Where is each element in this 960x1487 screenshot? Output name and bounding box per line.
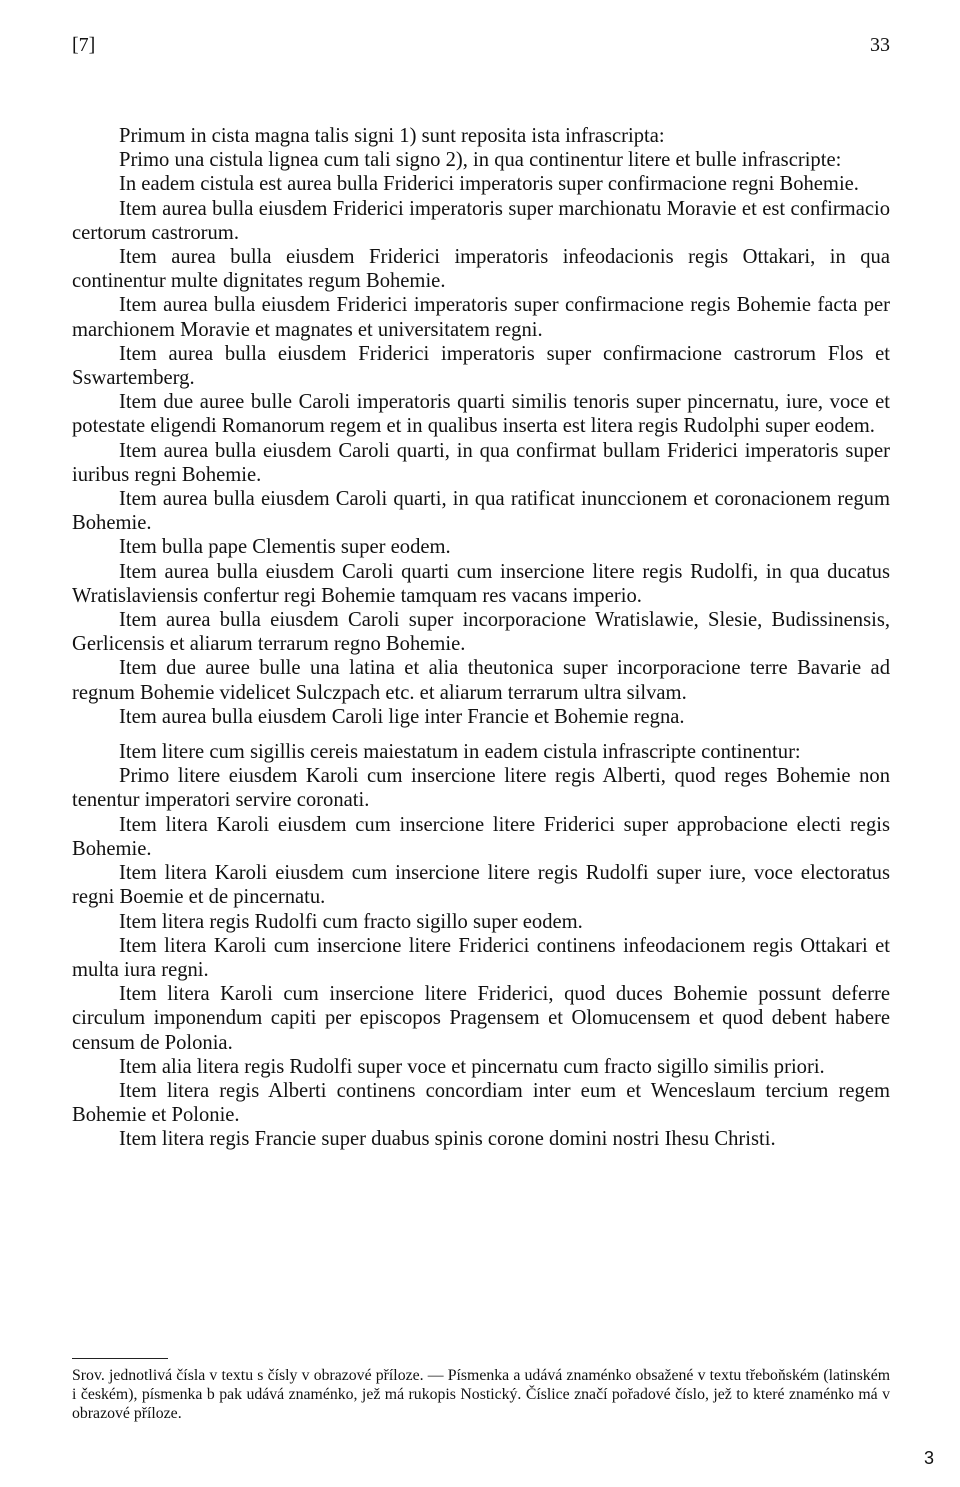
inventory-bullae — [72, 124, 890, 729]
document-page — [72, 34, 890, 1454]
section-marker: [7] — [72, 34, 96, 56]
paragraph: Item litera Karoli cum insercione litere Friderici continens infeodacionem regis Ottakari et multa iura regni. — [72, 934, 890, 981]
paragraph: Item due auree bulle Caroli imperatoris quarti similis tenoris super pincernatu, iure, voce et potestate eligendi Romanorum regem et in qualibus inserta est litera regis Rudolphi super eodem. — [72, 391, 890, 438]
paragraph: Item aurea bulla eiusdem Friderici imperatoris super confirmacione castrorum Flos et Sswartemberg. — [72, 342, 890, 390]
paragraph: Item aurea bulla eiusdem Friderici imperatoris super marchionatu Moravie et est confirmacio certorum castrorum. — [72, 197, 890, 244]
paragraph: Primo litere eiusdem Karoli cum insercione litere regis Alberti, quod reges Bohemie non tenentur imperatori servire coronati. — [72, 765, 890, 812]
running-header — [72, 34, 890, 64]
paragraph: Item aurea bulla eiusdem Caroli quarti, in qua confirmat bullam Friderici imperatoris super iuribus regni Bohemie. — [72, 439, 890, 486]
footnote-rule — [72, 1358, 168, 1359]
inventory-litere — [72, 740, 890, 1151]
paragraph: Item due auree bulle una latina et alia theutonica super incorporacione terre Bavarie ad regnum Bohemie videlicet Sulczpach etc. et aliarum terrarum ultra silvam. — [72, 657, 890, 704]
paragraph: Item aurea bulla eiusdem Caroli lige inter Francie et Bohemie regna. — [119, 705, 685, 728]
paragraph: Item aurea bulla eiusdem Caroli quarti cum insercione litere regis Rudolfi, in qua ducatus Wratislaviensis confertur regi Bohemie tamquam res vacans imperio. — [72, 560, 890, 607]
paragraph: Primum in cista magna talis signi 1) sunt reposita ista infrascripta: — [119, 125, 665, 147]
paragraph: Item litera regis Rudolfi cum fracto sigillo super eodem. — [119, 910, 583, 933]
paragraph: Item litera Karoli eiusdem cum insercione litere regis Rudolfi super iure, voce electoratus regni Boemie et de pincernatu. — [72, 862, 890, 909]
footnote: Srov. jednotlivá čísla v textu s čísly v obrazové příloze. — Písmenka a udává znaménko obsažené v textu třeboňském (latinském i českém), písmenka b pak udává znaménko, jež má rukopis Nostický. Číslice značí pořadové číslo, jež to které znaménko má v obrazové příloze. — [72, 1367, 890, 1423]
paragraph: Item alia litera regis Rudolfi super voce et pincernatu cum fracto sigillo similis priori. — [119, 1055, 825, 1078]
signature-number: 3 — [923, 1448, 934, 1468]
paragraph: Item litera Karoli cum insercione litere Friderici, quod duces Bohemie possunt deferre circulum imponendum capiti per episcopos Pragensem et Olomucensem et quod debent habere censum de Polonia. — [72, 983, 890, 1054]
paragraph: Item aurea bulla eiusdem Caroli quarti, in qua ratificat inunccionem et coronacionem regum Bohemie. — [72, 488, 890, 535]
page-number: 33 — [870, 34, 890, 56]
paragraph: Item litera regis Alberti continens concordiam inter eum et Wenceslaum tercium regem Bohemie et Polonie. — [72, 1079, 890, 1127]
paragraph: Item aurea bulla eiusdem Friderici imperatoris super confirmacione regis Bohemie facta per marchionem Moravie et magnates et universitatem regni. — [72, 294, 890, 341]
paragraph: Item litera regis Francie super duabus spinis corone domini nostri Ihesu Christi. — [119, 1128, 776, 1151]
paragraph: Item aurea bulla eiusdem Caroli super incorporacione Wratislawie, Slesie, Budissinensis, Gerlicensis et aliarum terrarum regno Bohemie. — [72, 609, 890, 656]
paragraph: Item aurea bulla eiusdem Friderici imperatoris infeodacionis regis Ottakari, in qua continentur multe dignitates regum Bohemie. — [72, 246, 890, 293]
paragraph: Item litere cum sigillis cereis maiestatum in eadem cistula infrascripte continentur: — [119, 741, 801, 764]
paragraph: In eadem cistula est aurea bulla Friderici imperatoris super confirmacione regni Bohemie. — [119, 173, 859, 196]
paragraph: Item litera Karoli eiusdem cum insercione litere Friderici super approbacione electi regis Bohemie. — [72, 813, 890, 860]
paragraph: Primo una cistula lignea cum tali signo 2), in qua continentur litere et bulle infrascripte: — [119, 149, 842, 172]
paragraph: Item bulla pape Clementis super eodem. — [119, 536, 451, 559]
